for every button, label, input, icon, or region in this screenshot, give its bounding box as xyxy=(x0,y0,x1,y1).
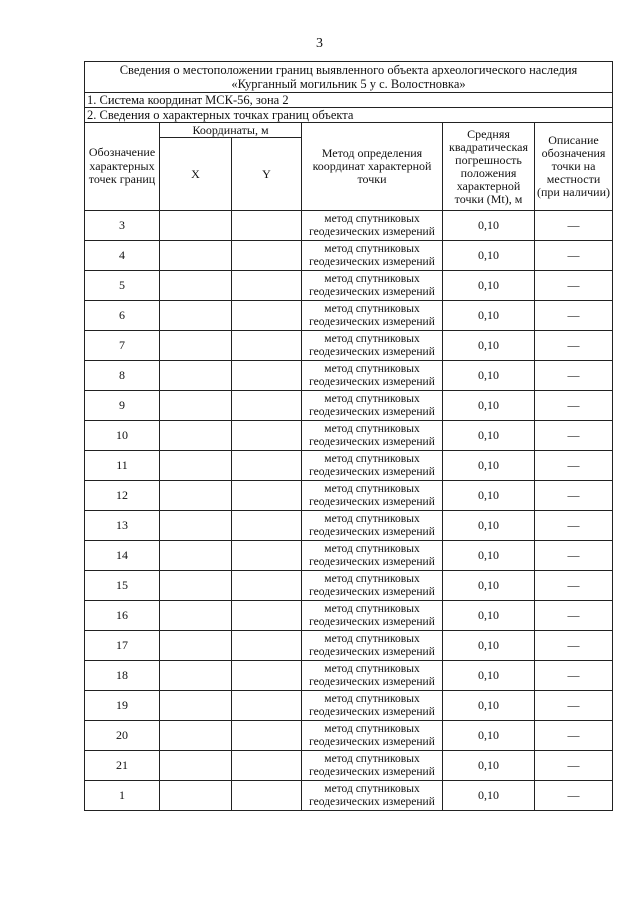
error-cell: 0,10 xyxy=(443,421,535,451)
x-coordinate-cell xyxy=(160,481,232,511)
x-coordinate-cell xyxy=(160,751,232,781)
x-coordinate-cell xyxy=(160,331,232,361)
y-coordinate-cell xyxy=(232,691,302,721)
error-cell: 0,10 xyxy=(443,331,535,361)
header-designation: Обозначение характерных точек границ xyxy=(85,123,160,211)
error-cell: 0,10 xyxy=(443,511,535,541)
x-coordinate-cell xyxy=(160,301,232,331)
point-number-cell: 9 xyxy=(85,391,160,421)
method-cell: метод спутниковых геодезических измерений xyxy=(302,271,443,301)
description-cell: — xyxy=(535,511,613,541)
x-coordinate-cell xyxy=(160,421,232,451)
table-row xyxy=(85,241,613,271)
point-number-cell: 7 xyxy=(85,331,160,361)
method-cell: метод спутниковых геодезических измерений xyxy=(302,631,443,661)
table-row xyxy=(85,751,613,781)
method-cell: метод спутниковых геодезических измерений xyxy=(302,391,443,421)
point-number-cell: 1 xyxy=(85,781,160,811)
error-cell: 0,10 xyxy=(443,721,535,751)
description-cell: — xyxy=(535,361,613,391)
page-number: 3 xyxy=(316,36,323,51)
description-cell: — xyxy=(535,661,613,691)
x-coordinate-cell xyxy=(160,631,232,661)
points-section-heading: 2. Сведения о характерных точках границ объекта xyxy=(85,108,613,123)
point-number-cell: 5 xyxy=(85,271,160,301)
error-cell: 0,10 xyxy=(443,211,535,241)
method-cell: метод спутниковых геодезических измерений xyxy=(302,541,443,571)
x-coordinate-cell xyxy=(160,601,232,631)
method-cell: метод спутниковых геодезических измерений xyxy=(302,361,443,391)
boundary-points-table xyxy=(84,61,613,811)
description-cell: — xyxy=(535,391,613,421)
y-coordinate-cell xyxy=(232,511,302,541)
table-row xyxy=(85,571,613,601)
y-coordinate-cell xyxy=(232,661,302,691)
y-coordinate-cell xyxy=(232,391,302,421)
y-coordinate-cell xyxy=(232,721,302,751)
title-line-1: Сведения о местоположении границ выявленного объекта археологического наследия xyxy=(119,63,578,77)
y-coordinate-cell xyxy=(232,361,302,391)
y-coordinate-cell xyxy=(232,211,302,241)
description-cell: — xyxy=(535,601,613,631)
error-cell: 0,10 xyxy=(443,571,535,601)
point-number-cell: 16 xyxy=(85,601,160,631)
table-row xyxy=(85,541,613,571)
description-cell: — xyxy=(535,571,613,601)
point-number-cell: 18 xyxy=(85,661,160,691)
table-row xyxy=(85,331,613,361)
table-row xyxy=(85,691,613,721)
description-cell: — xyxy=(535,541,613,571)
error-cell: 0,10 xyxy=(443,241,535,271)
coordinate-system-heading: 1. Система координат МСК-56, зона 2 xyxy=(85,93,613,108)
y-coordinate-cell xyxy=(232,781,302,811)
table-row xyxy=(85,661,613,691)
point-number-cell: 3 xyxy=(85,211,160,241)
point-number-cell: 20 xyxy=(85,721,160,751)
table-row xyxy=(85,421,613,451)
description-cell: — xyxy=(535,781,613,811)
y-coordinate-cell xyxy=(232,601,302,631)
x-coordinate-cell xyxy=(160,211,232,241)
method-cell: метод спутниковых геодезических измерений xyxy=(302,571,443,601)
description-cell: — xyxy=(535,271,613,301)
description-cell: — xyxy=(535,751,613,781)
method-cell: метод спутниковых геодезических измерений xyxy=(302,211,443,241)
description-cell: — xyxy=(535,691,613,721)
y-coordinate-cell xyxy=(232,271,302,301)
error-cell: 0,10 xyxy=(443,691,535,721)
point-number-cell: 12 xyxy=(85,481,160,511)
method-cell: метод спутниковых геодезических измерений xyxy=(302,781,443,811)
point-number-cell: 10 xyxy=(85,421,160,451)
header-method: Метод определения координат характерной точки xyxy=(302,123,443,211)
table-row xyxy=(85,481,613,511)
y-coordinate-cell xyxy=(232,631,302,661)
description-cell: — xyxy=(535,481,613,511)
table-row xyxy=(85,391,613,421)
point-number-cell: 15 xyxy=(85,571,160,601)
y-coordinate-cell xyxy=(232,301,302,331)
description-cell: — xyxy=(535,241,613,271)
method-cell: метод спутниковых геодезических измерений xyxy=(302,331,443,361)
method-cell: метод спутниковых геодезических измерений xyxy=(302,481,443,511)
method-cell: метод спутниковых геодезических измерений xyxy=(302,751,443,781)
x-coordinate-cell xyxy=(160,661,232,691)
y-coordinate-cell xyxy=(232,541,302,571)
y-coordinate-cell xyxy=(232,241,302,271)
x-coordinate-cell xyxy=(160,781,232,811)
method-cell: метод спутниковых геодезических измерений xyxy=(302,601,443,631)
description-cell: — xyxy=(535,721,613,751)
method-cell: метод спутниковых геодезических измерений xyxy=(302,421,443,451)
point-number-cell: 19 xyxy=(85,691,160,721)
description-cell: — xyxy=(535,421,613,451)
description-cell: — xyxy=(535,211,613,241)
error-cell: 0,10 xyxy=(443,301,535,331)
x-coordinate-cell xyxy=(160,691,232,721)
method-cell: метод спутниковых геодезических измерений xyxy=(302,241,443,271)
point-number-cell: 21 xyxy=(85,751,160,781)
method-cell: метод спутниковых геодезических измерений xyxy=(302,511,443,541)
table-row xyxy=(85,511,613,541)
x-coordinate-cell xyxy=(160,571,232,601)
point-number-cell: 13 xyxy=(85,511,160,541)
error-cell: 0,10 xyxy=(443,361,535,391)
table-row xyxy=(85,271,613,301)
table-row xyxy=(85,601,613,631)
header-coordinates: Координаты, м xyxy=(160,123,302,138)
header-y: Y xyxy=(232,138,302,211)
point-number-cell: 17 xyxy=(85,631,160,661)
x-coordinate-cell xyxy=(160,391,232,421)
error-cell: 0,10 xyxy=(443,631,535,661)
point-number-cell: 8 xyxy=(85,361,160,391)
table-row xyxy=(85,781,613,811)
error-cell: 0,10 xyxy=(443,751,535,781)
table-row xyxy=(85,211,613,241)
header-error: Средняя квадратическая погрешность положения характерной точки (Mt), м xyxy=(443,123,535,211)
y-coordinate-cell xyxy=(232,751,302,781)
title-line-2: «Курганный могильник 5 у с. Волостновка» xyxy=(231,77,466,91)
error-cell: 0,10 xyxy=(443,781,535,811)
point-number-cell: 11 xyxy=(85,451,160,481)
y-coordinate-cell xyxy=(232,571,302,601)
error-cell: 0,10 xyxy=(443,541,535,571)
table-row xyxy=(85,361,613,391)
method-cell: метод спутниковых геодезических измерений xyxy=(302,691,443,721)
method-cell: метод спутниковых геодезических измерений xyxy=(302,721,443,751)
error-cell: 0,10 xyxy=(443,661,535,691)
x-coordinate-cell xyxy=(160,511,232,541)
x-coordinate-cell xyxy=(160,541,232,571)
error-cell: 0,10 xyxy=(443,601,535,631)
y-coordinate-cell xyxy=(232,331,302,361)
table-row xyxy=(85,301,613,331)
x-coordinate-cell xyxy=(160,721,232,751)
table-row xyxy=(85,451,613,481)
point-number-cell: 4 xyxy=(85,241,160,271)
x-coordinate-cell xyxy=(160,271,232,301)
table-row xyxy=(85,631,613,661)
point-number-cell: 6 xyxy=(85,301,160,331)
header-description: Описание обозначения точки на местности (при наличии) xyxy=(535,123,613,211)
header-x: X xyxy=(160,138,232,211)
method-cell: метод спутниковых геодезических измерений xyxy=(302,451,443,481)
document-title xyxy=(85,62,613,93)
y-coordinate-cell xyxy=(232,481,302,511)
method-cell: метод спутниковых геодезических измерений xyxy=(302,661,443,691)
point-number-cell: 14 xyxy=(85,541,160,571)
error-cell: 0,10 xyxy=(443,271,535,301)
method-cell: метод спутниковых геодезических измерений xyxy=(302,301,443,331)
x-coordinate-cell xyxy=(160,241,232,271)
description-cell: — xyxy=(535,331,613,361)
x-coordinate-cell xyxy=(160,361,232,391)
error-cell: 0,10 xyxy=(443,391,535,421)
description-cell: — xyxy=(535,631,613,661)
y-coordinate-cell xyxy=(232,451,302,481)
error-cell: 0,10 xyxy=(443,481,535,511)
x-coordinate-cell xyxy=(160,451,232,481)
error-cell: 0,10 xyxy=(443,451,535,481)
y-coordinate-cell xyxy=(232,421,302,451)
table-row xyxy=(85,721,613,751)
description-cell: — xyxy=(535,301,613,331)
description-cell: — xyxy=(535,451,613,481)
